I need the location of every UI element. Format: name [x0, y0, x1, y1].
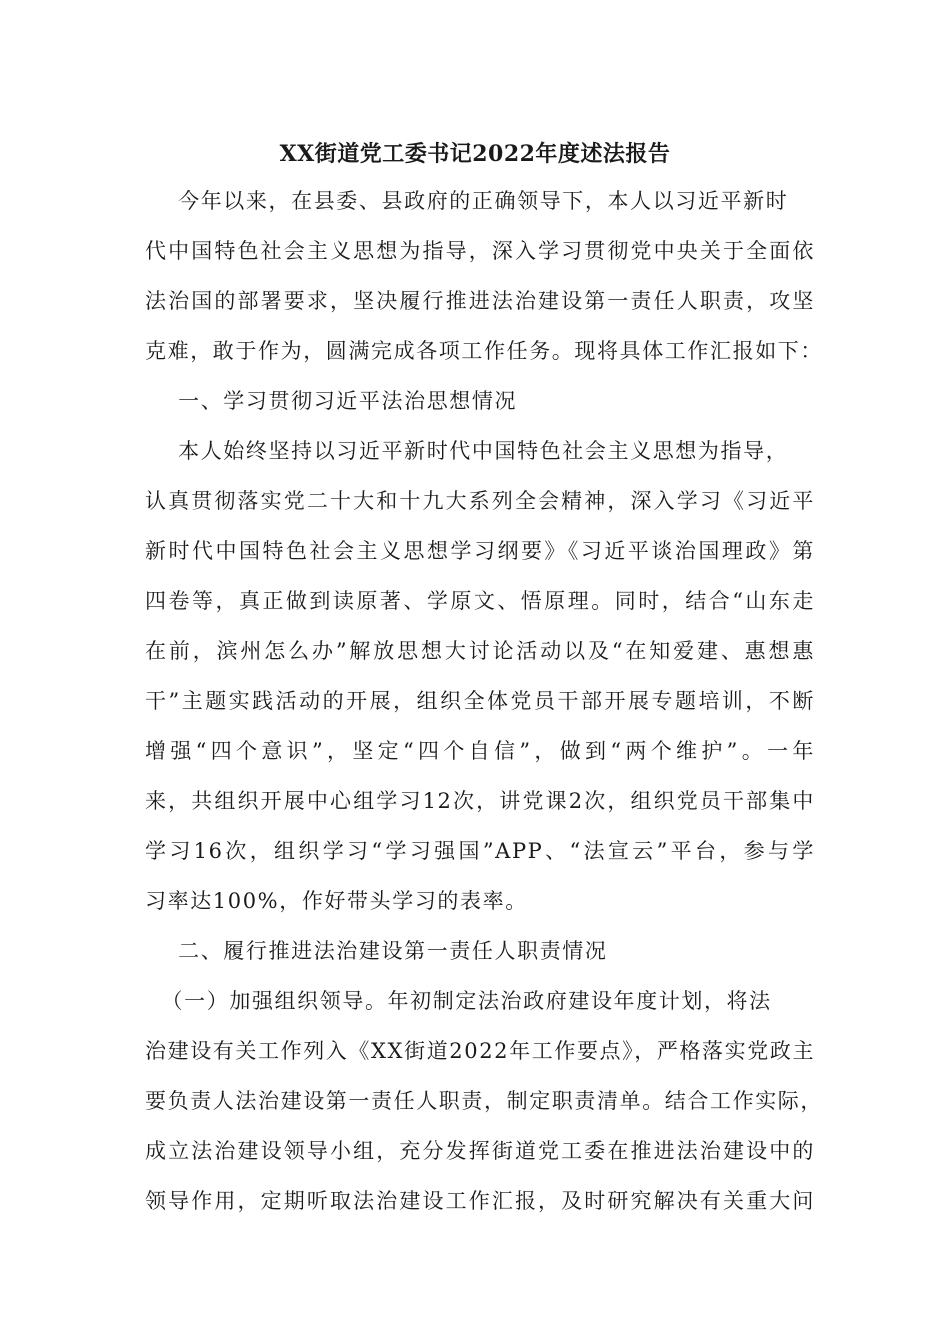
text-line: 新时代中国特色社会主义思想学习纲要》《习近平谈治国理政》第	[145, 539, 815, 563]
text-line: 今年以来，在县委、县政府的正确领导下，本人以习近平新时	[145, 189, 789, 213]
text-line: 克难，敢于作为，圆满完成各项工作任务。现将具体工作汇报如下：	[145, 339, 823, 363]
text-line: 来，共组织开展中心组学习12次，讲党课2次，组织党员干部集中	[145, 789, 815, 813]
text-line: 代中国特色社会主义思想为指导，深入学习贯彻党中央关于全面依	[145, 239, 815, 263]
document-title: XX街道党工委书记2022年度述法报告	[279, 141, 671, 167]
text-line: 认真贯彻落实党二十大和十九大系列全会精神，深入学习《习近平	[145, 489, 815, 513]
text-line: 四卷等，真正做到读原著、学原文、悟原理。同时，结合“山东走	[145, 589, 815, 613]
text-line: 习率达100%，作好带头学习的表率。	[145, 889, 528, 913]
text-line: 学习16次，组织学习“学习强国”APP、“法宣云”平台，参与学	[145, 839, 815, 863]
section-heading: 一、学习贯彻习近平法治思想情况	[145, 389, 518, 413]
text-line: 干”主题实践活动的开展，组织全体党员干部开展专题培训，不断	[145, 689, 815, 713]
text-line: 法治国的部署要求，坚决履行推进法治建设第一责任人职责，攻坚	[145, 289, 815, 313]
text-line: 要负责人法治建设第一责任人职责，制定职责清单。结合工作实际，	[145, 1089, 823, 1113]
text-line: （一）加强组织领导。年初制定法治政府建设年度计划，将法	[145, 989, 772, 1013]
text-line: 增强“四个意识”，坚定“四个自信”，做到“两个维护”。一年	[145, 739, 815, 763]
text-line: 成立法治建设领导小组，充分发挥街道党工委在推进法治建设中的	[145, 1139, 815, 1163]
text-line: 领导作用，定期听取法治建设工作汇报，及时研究解决有关重大问	[145, 1189, 815, 1213]
text-line: 在前，滨州怎么办”解放思想大讨论活动以及“在知爱建、惠想惠	[145, 639, 815, 663]
text-line: 本人始终坚持以习近平新时代中国特色社会主义思想为指导，	[145, 439, 789, 463]
section-heading: 二、履行推进法治建设第一责任人职责情况	[145, 939, 608, 963]
text-line: 治建设有关工作列入《XX街道2022年工作要点》，严格落实党政主	[145, 1039, 816, 1063]
